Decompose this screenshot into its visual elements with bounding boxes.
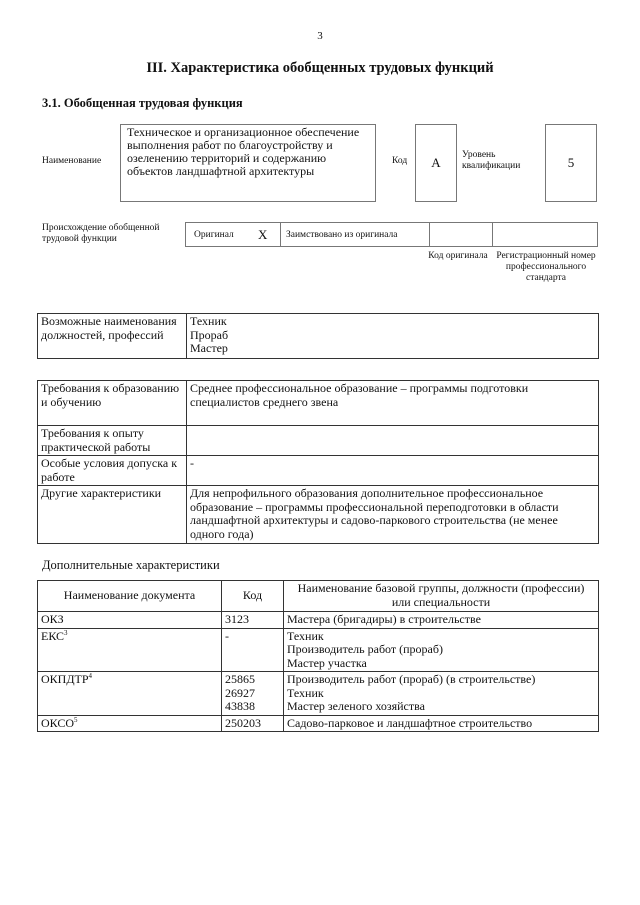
doc-name: ОКПДТР$^4$ [38, 672, 222, 716]
doc-names: Мастера (бригадиры) в строительстве [284, 612, 599, 629]
req-conditions-value: - [187, 456, 599, 486]
divider [280, 223, 281, 246]
reg-number-label: Регистрационный номер профессионального стандарта [496, 251, 596, 283]
table-row [38, 672, 599, 716]
requirements-table [37, 380, 599, 544]
doc-codes: 25865 26927 43838 [222, 672, 284, 716]
doc-codes: - [222, 628, 284, 672]
level-label: Уровень квалификации [462, 150, 521, 171]
position-item: Прораб [190, 327, 229, 342]
additional-title: Дополнительные характеристики [42, 558, 220, 572]
divider [429, 223, 430, 246]
doc-names: Садово-парковое и ландшафтное строительство [284, 715, 599, 732]
positions-label: Возможные наименования должностей, профессий [38, 314, 187, 359]
borrowed-label: Заимствовано из оригинала [286, 230, 398, 240]
origin-row [185, 222, 598, 247]
divider [492, 223, 493, 246]
doc-codes: 250203 [222, 715, 284, 732]
req-education-label: Требования к образованию и обучению [38, 381, 187, 426]
name-label: Наименование [42, 156, 102, 166]
additional-table [37, 580, 599, 732]
section-title: III. Характеристика обобщенных трудовых функций [146, 60, 494, 76]
req-education-value: Среднее профессиональное образование – программы подготовки специалистов среднего звена [187, 381, 599, 426]
code-label: Код [392, 156, 408, 166]
header-group-name: Наименование базовой группы, должности (профессии) или специальности [284, 581, 599, 612]
function-name-box [120, 124, 376, 202]
origin-label: Происхождение обобщенной трудовой функции [42, 223, 160, 244]
function-name-text: Техническое и организационное обеспечение выполнения работ по благоустройству и озеленению территорий и содержанию объектов ландшафтной архитектуры [127, 125, 360, 178]
table-row [38, 628, 599, 672]
position-item: Техник [190, 314, 227, 328]
original-mark: X [258, 227, 268, 242]
subsection-title: 3.1. Обобщенная трудовая функция [42, 96, 243, 110]
req-other-value: Для непрофильного образования дополнительное профессиональное образование – программы профессиональной переподготовки в области ландшафтной архитектуры и садово-паркового строительства (не менее одного года) [187, 486, 599, 544]
level-box: 5 [545, 124, 597, 202]
code-box: А [415, 124, 457, 202]
doc-name: ЕКС$^3$ [38, 628, 222, 672]
table-row [38, 612, 599, 629]
doc-codes: 3123 [222, 612, 284, 629]
code-original-label: Код оригинала [428, 251, 488, 261]
positions-table [37, 313, 599, 359]
page-number: 3 [317, 30, 323, 42]
req-experience-value [187, 426, 599, 456]
req-other-label: Другие характеристики [38, 486, 187, 544]
req-experience-label: Требования к опыту практической работы [38, 426, 187, 456]
position-item: Мастер [190, 341, 228, 355]
table-row [38, 715, 599, 732]
doc-name: ОКЗ [38, 612, 222, 629]
header-document: Наименование документа [38, 581, 222, 612]
req-conditions-label: Особые условия допуска к работе [38, 456, 187, 486]
doc-names: Техник Производитель работ (прораб) Мастер участка [284, 628, 599, 672]
doc-names: Производитель работ (прораб) (в строительстве) Техник Мастер зеленого хозяйства [284, 672, 599, 716]
header-code: Код [222, 581, 284, 612]
doc-name: ОКСО$^5$ [38, 715, 222, 732]
positions-list [187, 314, 599, 359]
original-label: Оригинал [194, 230, 234, 240]
